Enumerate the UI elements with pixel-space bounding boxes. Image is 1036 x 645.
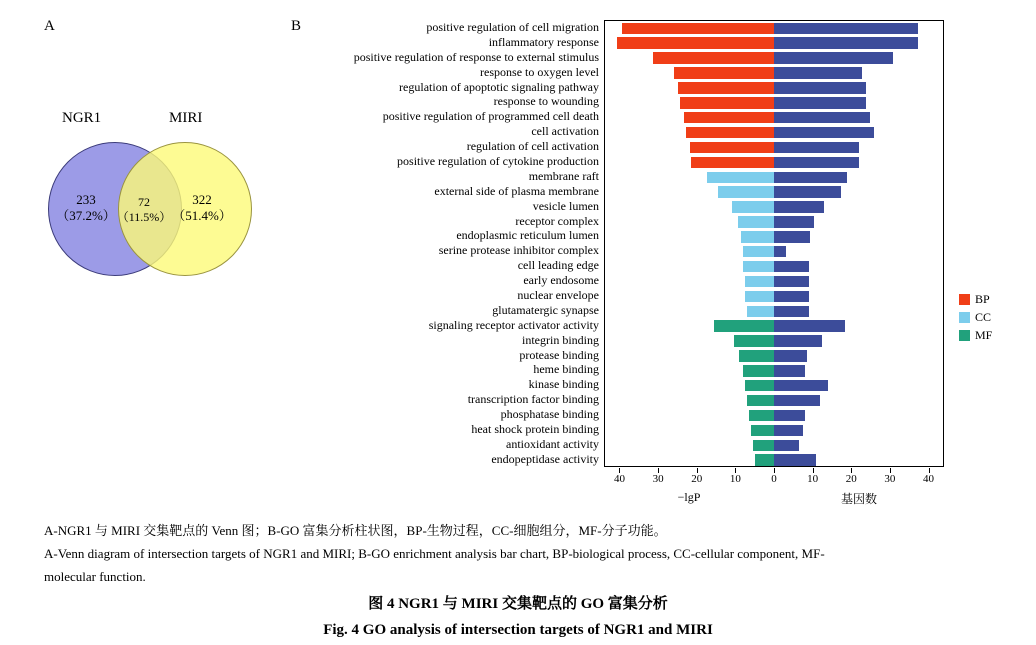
go-bar-row — [605, 185, 943, 200]
venn-center-count-value: 72 — [138, 195, 150, 209]
go-bar-genecount — [774, 97, 866, 109]
go-bar-row — [605, 51, 943, 66]
chart-legend — [959, 292, 992, 346]
venn-diagram — [30, 100, 270, 350]
go-bar-row — [605, 229, 943, 244]
go-bar-genecount — [774, 112, 870, 124]
go-bar-row — [605, 438, 943, 453]
go-bar-row — [605, 215, 943, 230]
go-bar-row — [605, 170, 943, 185]
axis-tick-label: 30 — [652, 473, 664, 485]
go-bar-row — [605, 125, 943, 140]
go-term-label: early endosome — [523, 273, 599, 288]
go-bar-row — [605, 363, 943, 378]
venn-left-count — [54, 192, 118, 225]
go-bar-genecount — [774, 410, 805, 422]
go-bar-genecount — [774, 157, 859, 169]
go-bar-genecount — [774, 380, 828, 392]
go-bar-pvalue — [751, 425, 774, 437]
go-bar-pvalue — [684, 112, 774, 124]
go-bar-genecount — [774, 261, 809, 273]
go-bar-row — [605, 110, 943, 125]
venn-center-count — [115, 195, 173, 225]
caption-line-2: A-Venn diagram of intersection targets of NGR1 and MIRI; B-GO enrichment analysis bar chart, BP-biological process, CC-cellular component, MF- — [44, 545, 825, 561]
legend-swatch — [959, 312, 970, 323]
venn-right-count — [170, 192, 234, 225]
legend-label: MF — [975, 328, 993, 342]
go-bar-row — [605, 349, 943, 364]
axis-tick-label: 20 — [845, 473, 857, 485]
go-bar-row — [605, 21, 943, 36]
go-bar-row — [605, 274, 943, 289]
go-bar-pvalue — [743, 261, 774, 273]
figure-title-en: Fig. 4 GO analysis of intersection targets of NGR1 and MIRI — [323, 622, 713, 638]
legend-label: CC — [975, 310, 992, 324]
go-bar-genecount — [774, 127, 874, 139]
go-bar-pvalue — [718, 186, 774, 198]
go-bar-genecount — [774, 454, 816, 466]
go-bar-genecount — [774, 82, 866, 94]
venn-center-count-percent: （11.5%） — [116, 210, 172, 224]
go-term-label: nuclear envelope — [517, 288, 599, 303]
panel-a-label: A — [44, 18, 55, 34]
go-term-label: integrin binding — [522, 332, 599, 347]
go-bar-row — [605, 289, 943, 304]
axis-tick-label: 40 — [923, 473, 935, 485]
go-bar-pvalue — [678, 82, 774, 94]
go-bar-pvalue — [745, 291, 774, 303]
go-term-label: external side of plasma membrane — [434, 183, 599, 198]
go-bar-row — [605, 393, 943, 408]
figure-title-cn: 图 4 NGR1 与 MIRI 交集靶点的 GO 富集分析 — [368, 596, 668, 612]
go-term-label: signaling receptor activator activity — [428, 317, 599, 332]
go-term-label: positive regulation of response to external stimulus — [353, 49, 599, 64]
go-bar-genecount — [774, 291, 809, 303]
go-bar-pvalue — [753, 440, 774, 452]
go-term-label: kinase binding — [528, 377, 599, 392]
go-bar-row — [605, 453, 943, 468]
axis-title-left: −lgP — [677, 490, 701, 504]
go-term-label: regulation of cell activation — [466, 139, 599, 154]
go-term-label: response to oxygen level — [480, 64, 599, 79]
go-bar-genecount — [774, 172, 847, 184]
go-term-label: glutamatergic synapse — [492, 302, 599, 317]
legend-item — [959, 292, 992, 307]
axis-tick-label: 20 — [691, 473, 703, 485]
go-term-label: receptor complex — [515, 213, 599, 228]
go-bar-pvalue — [734, 335, 774, 347]
go-bar-pvalue — [653, 52, 774, 64]
go-bar-genecount — [774, 186, 841, 198]
go-bar-pvalue — [674, 67, 774, 79]
go-bar-pvalue — [617, 37, 774, 49]
axis-tick-label: 30 — [884, 473, 896, 485]
go-term-label: positive regulation of programmed cell death — [382, 109, 599, 124]
go-bar-genecount — [774, 306, 809, 318]
go-bar-row — [605, 95, 943, 110]
go-term-label: phosphatase binding — [500, 407, 599, 422]
go-bar-row — [605, 200, 943, 215]
go-bar-row — [605, 66, 943, 81]
go-bar-pvalue — [707, 172, 774, 184]
go-bar-genecount — [774, 395, 820, 407]
axis-tick-label: 10 — [729, 473, 741, 485]
go-bar-pvalue — [690, 142, 775, 154]
axis-title-right: 基因数 — [840, 492, 878, 506]
caption-line-1: A-NGR1 与 MIRI 交集靶点的 Venn 图；B-GO 富集分析柱状图，BP-生物过程，CC-细胞组分，MF-分子功能。 — [44, 523, 667, 538]
go-term-label: cell leading edge — [517, 258, 599, 273]
go-term-label: endopeptidase activity — [491, 451, 599, 466]
venn-label-ngr1: NGR1 — [62, 110, 102, 126]
go-bar-row — [605, 140, 943, 155]
go-bar-pvalue — [755, 454, 774, 466]
go-bar-genecount — [774, 320, 845, 332]
go-term-label: positive regulation of cytokine production — [397, 154, 599, 169]
legend-label: BP — [975, 292, 990, 306]
go-bar-genecount — [774, 365, 805, 377]
go-bar-row — [605, 378, 943, 393]
go-bar-genecount — [774, 350, 807, 362]
go-bar-pvalue — [686, 127, 774, 139]
go-bar-pvalue — [743, 246, 774, 258]
go-bar-genecount — [774, 276, 809, 288]
go-bar-pvalue — [732, 201, 774, 213]
go-term-label: antioxidant activity — [506, 436, 599, 451]
venn-right-count-percent: （51.4%） — [172, 208, 232, 224]
go-bar-row — [605, 81, 943, 96]
go-bar-row — [605, 319, 943, 334]
go-bar-pvalue — [743, 365, 774, 377]
go-bar-genecount — [774, 23, 918, 35]
go-term-label: cell activation — [531, 124, 599, 139]
go-bar-pvalue — [622, 23, 774, 35]
go-term-labels — [291, 20, 604, 467]
go-bar-row — [605, 334, 943, 349]
go-bar-genecount — [774, 335, 822, 347]
go-bar-genecount — [774, 37, 918, 49]
go-enrichment-chart — [291, 20, 1011, 506]
go-bar-genecount — [774, 67, 862, 79]
go-bar-row — [605, 155, 943, 170]
go-bar-pvalue — [749, 410, 774, 422]
go-bar-row — [605, 36, 943, 51]
legend-item — [959, 310, 992, 325]
go-bar-pvalue — [691, 157, 774, 169]
venn-left-count-value: 233 — [76, 192, 96, 207]
go-bar-pvalue — [738, 216, 774, 228]
go-bar-genecount — [774, 216, 814, 228]
go-term-label: regulation of apoptotic signaling pathway — [399, 79, 599, 94]
go-bar-genecount — [774, 440, 799, 452]
axis-tick-label: 40 — [613, 473, 625, 485]
legend-swatch — [959, 294, 970, 305]
legend-swatch — [959, 330, 970, 341]
go-bar-pvalue — [747, 306, 774, 318]
go-term-label: positive regulation of cell migration — [426, 20, 599, 34]
go-bar-genecount — [774, 142, 859, 154]
go-term-label: heat shock protein binding — [471, 422, 599, 437]
go-bar-pvalue — [747, 395, 774, 407]
axis-tick-label: 10 — [807, 473, 819, 485]
go-bar-pvalue — [739, 350, 774, 362]
go-bar-genecount — [774, 52, 893, 64]
go-bar-genecount — [774, 246, 786, 258]
caption-line-3: molecular function. — [44, 568, 146, 584]
go-bar-genecount — [774, 201, 824, 213]
go-bar-row — [605, 259, 943, 274]
legend-item — [959, 328, 992, 343]
go-bar-row — [605, 304, 943, 319]
go-bar-pvalue — [745, 380, 774, 392]
go-plot-area — [604, 20, 944, 467]
go-term-label: protease binding — [519, 347, 599, 362]
go-bar-pvalue — [680, 97, 774, 109]
panel-b-label: B — [291, 18, 302, 34]
go-bar-pvalue — [745, 276, 774, 288]
go-bar-pvalue — [741, 231, 774, 243]
go-bar-row — [605, 408, 943, 423]
go-bar-genecount — [774, 231, 810, 243]
go-term-label: transcription factor binding — [467, 392, 599, 407]
axis-tick-label: 0 — [771, 473, 777, 485]
go-term-label: inflammatory response — [488, 34, 599, 49]
go-term-label: endoplasmic reticulum lumen — [456, 228, 599, 243]
go-term-label: vesicle lumen — [532, 198, 599, 213]
go-bar-pvalue — [714, 320, 774, 332]
go-x-axis — [604, 468, 944, 486]
go-term-label: heme binding — [533, 362, 599, 377]
figure-caption — [44, 520, 994, 588]
venn-left-count-percent: （37.2%） — [56, 208, 116, 224]
go-term-label: response to wounding — [493, 94, 599, 109]
venn-label-miri: MIRI — [169, 110, 203, 126]
go-bar-row — [605, 423, 943, 438]
go-term-label: serine protease inhibitor complex — [438, 243, 599, 258]
go-bar-row — [605, 244, 943, 259]
go-term-label: membrane raft — [528, 168, 599, 183]
go-bar-genecount — [774, 425, 803, 437]
venn-right-count-value: 322 — [192, 192, 212, 207]
